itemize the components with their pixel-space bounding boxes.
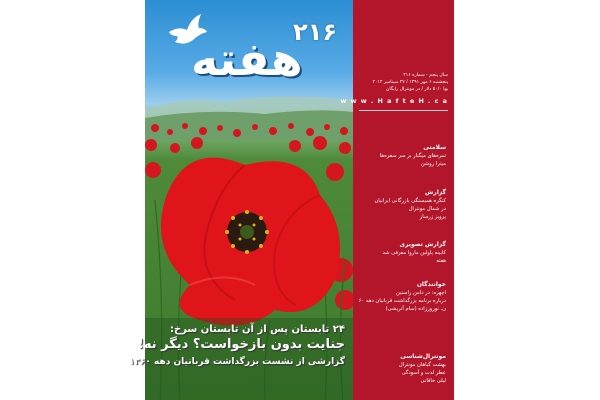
cover-photo	[128, 0, 353, 400]
section-report	[358, 188, 446, 221]
website-url: w w w . H a f t e H . c a	[340, 97, 448, 105]
section-line: اچهره: در دامن راستین	[396, 290, 446, 296]
section-heading: گزارش تصویری	[399, 241, 446, 248]
headline-sub: گزارشی از نشست بزرگداشت قربانیان دهه ۱۳۶۰	[128, 357, 345, 367]
section-line: پرویز زرساز	[419, 214, 446, 220]
section-readers	[358, 280, 446, 313]
section-line: بهشت گیاهان مونترال	[398, 362, 446, 368]
section-line: لیلی خاقانی	[420, 378, 446, 384]
sidebar	[340, 0, 454, 400]
section-line: درباره برنامه بزرگداشت قربانیان دهه ۶۰	[358, 298, 446, 304]
section-line: ثمره‌های میگنار بر سر سفره‌ها	[379, 153, 446, 159]
divider	[359, 110, 448, 111]
headline-kicker: ۲۴ تابستان پس از آن تابستان سرخ:	[169, 324, 345, 335]
issue-meta-line: پنجشنبه ۶ مهر ۱۳۹۱ / ۲۷ سپتامبر ۲۰۱۲	[372, 80, 448, 85]
section-line: ن. نوروززاده (سام آتریشی)	[385, 306, 446, 312]
issue-number: ۲۱۶	[293, 18, 337, 46]
section-heading: خوانندگان	[416, 281, 446, 288]
section-line: هفته	[436, 258, 446, 264]
section-health	[358, 143, 446, 168]
section-heading: سلامتی	[423, 144, 446, 151]
section-line: کابینه پاولین ماروا معرفی شد	[382, 250, 446, 256]
section-heading: گزارش	[424, 189, 446, 196]
section-line: عطر لذت و آسودگی	[401, 370, 446, 376]
issue-meta-line: بها ۵۰/۰ دلار / در مونترال رایگان	[386, 87, 448, 92]
section-heading: مونترال‌شناسی	[400, 353, 446, 360]
section-line: در شمال مونترال	[408, 206, 446, 212]
magazine-title: هفته	[191, 32, 303, 86]
issue-meta-line: سال پنجم - شماره ۲۱۶	[403, 73, 448, 78]
headline-main: جنایت بدون بازخواست؟ دیگر نه!	[137, 337, 345, 352]
section-line: میترا روشن	[420, 161, 446, 167]
section-photo-report	[358, 240, 446, 265]
section-montreal	[358, 352, 446, 385]
masthead	[165, 12, 345, 92]
magazine-cover	[128, 0, 454, 400]
section-line: کنگره همبستگی بازرگانی ایرانیان	[374, 198, 446, 204]
